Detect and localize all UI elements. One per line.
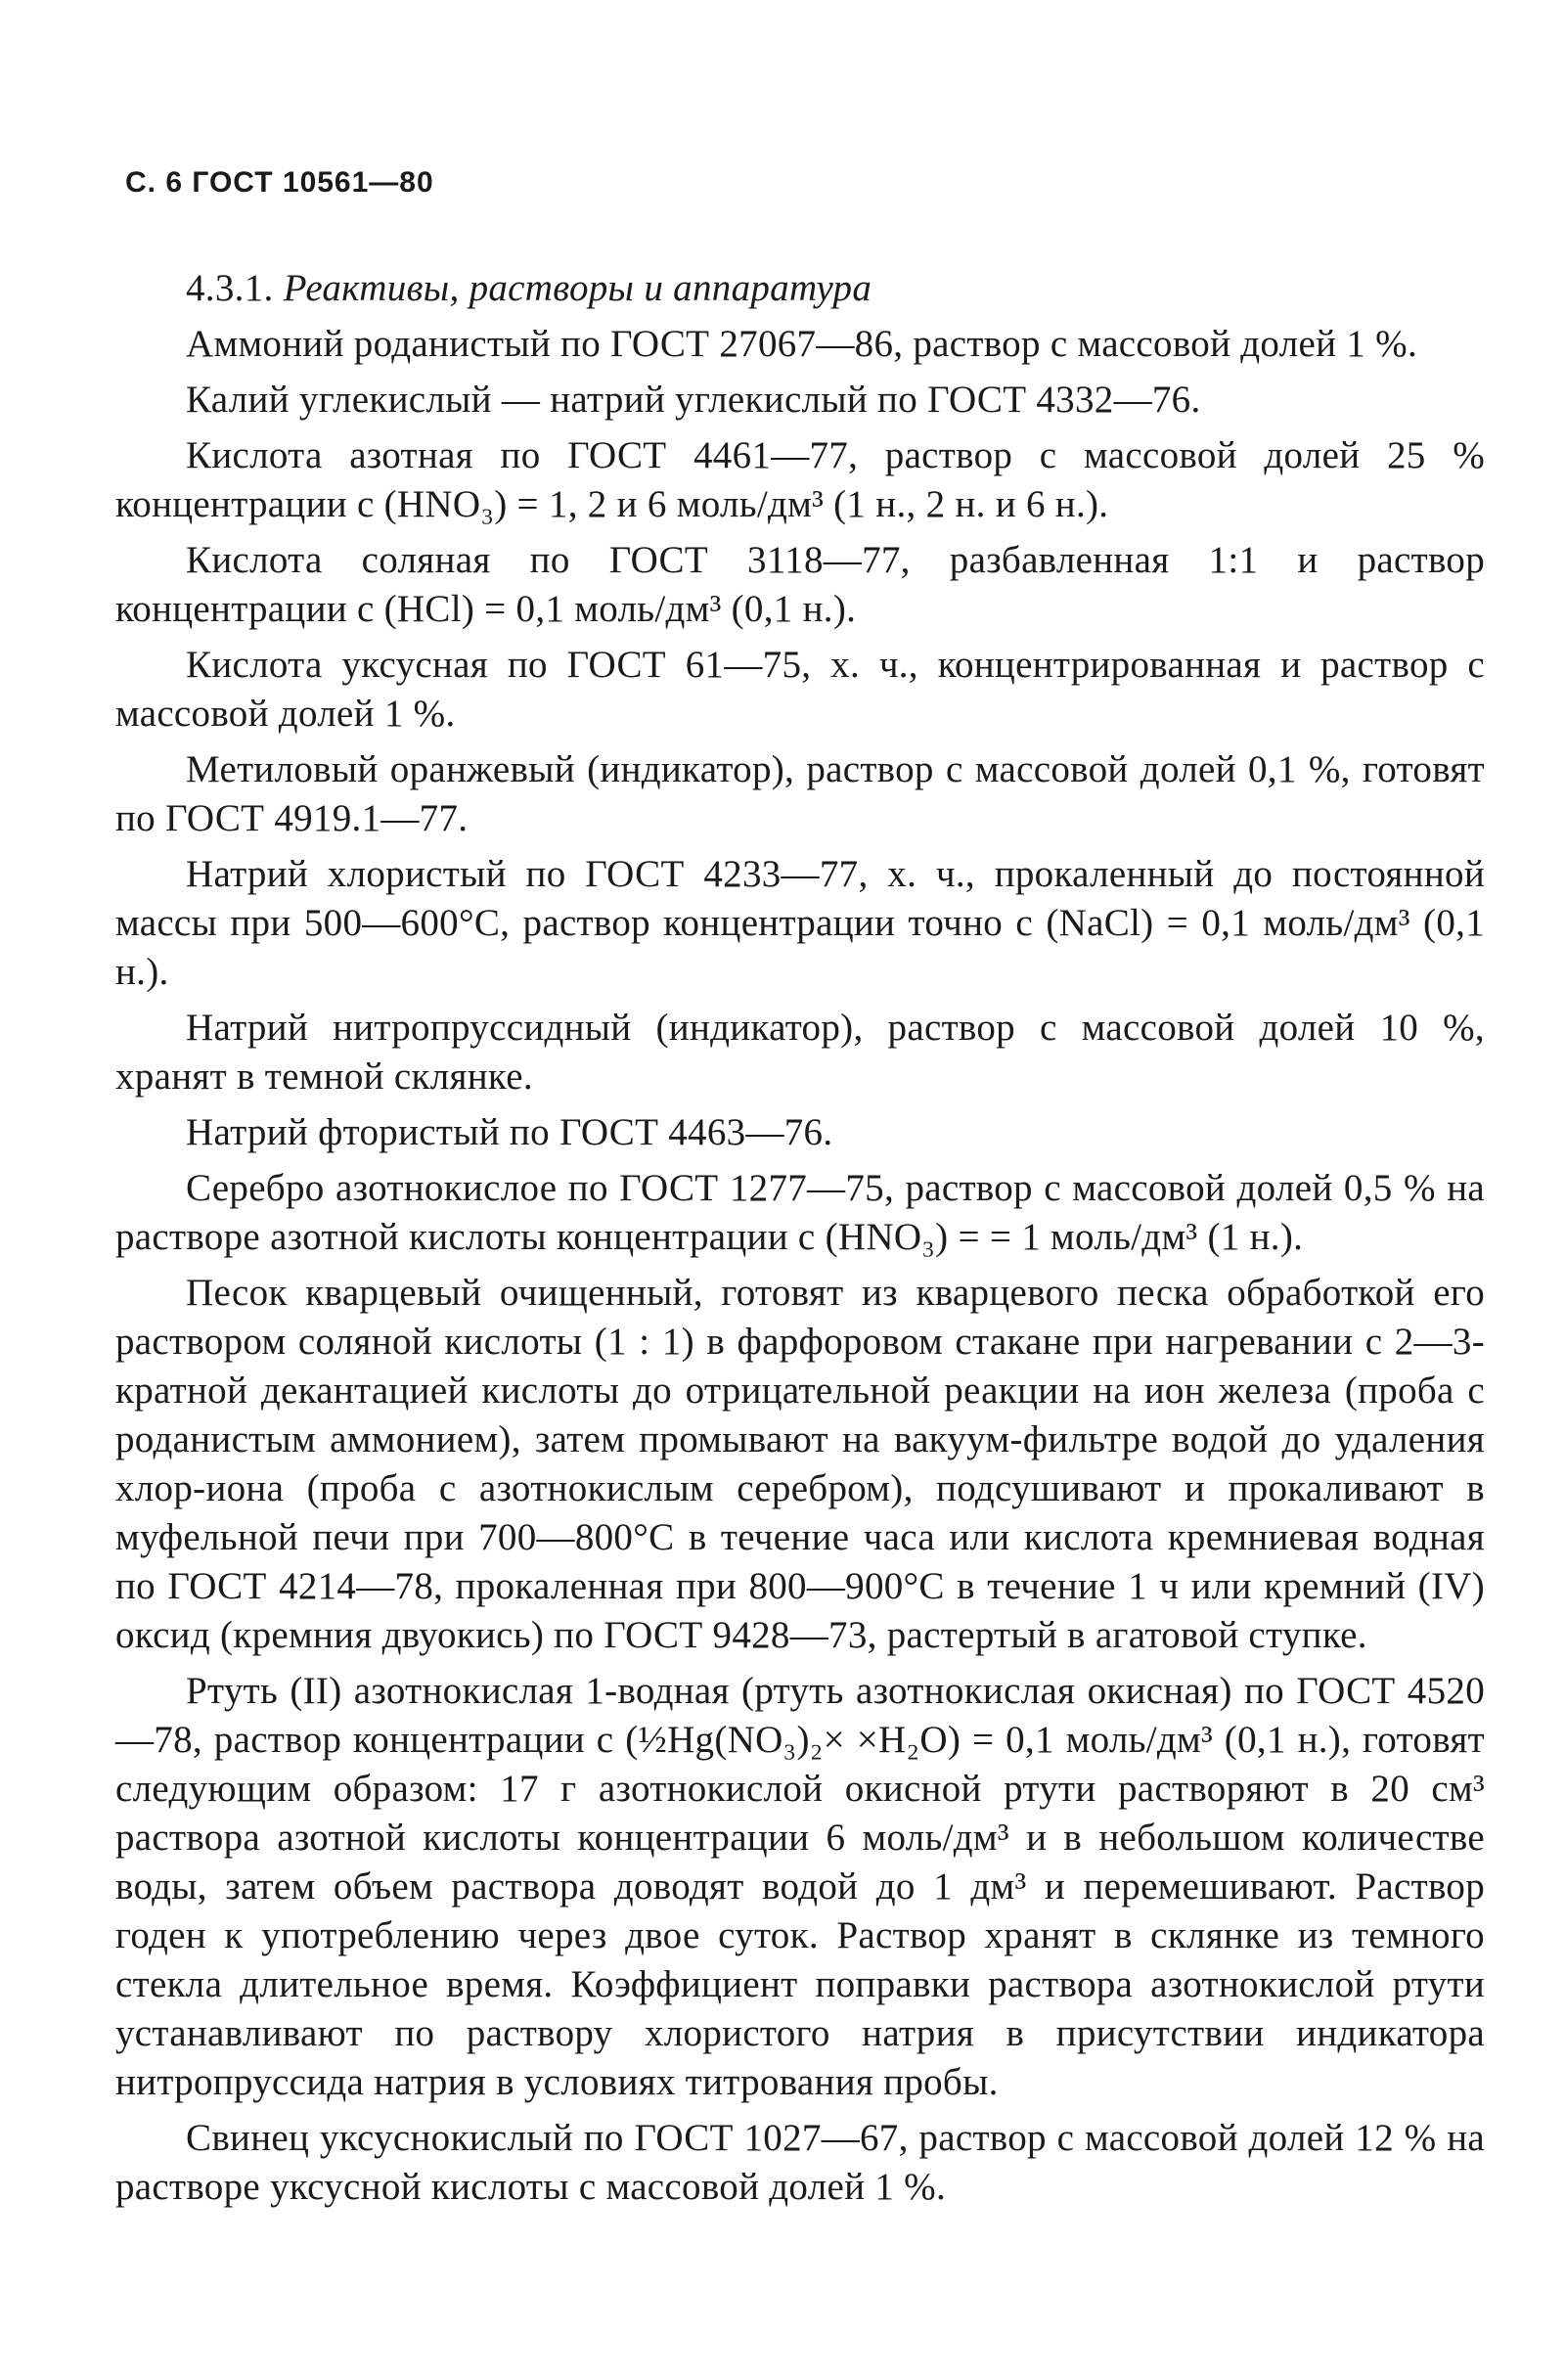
paragraph: Серебро азотнокислое по ГОСТ 1277—75, раствор с массовой долей 0,5 % на растворе азотной кислоты концентрации c (HNO₃) = = 1 моль/дм³ (1 н.). xyxy=(115,1167,1485,1258)
paragraph: Натрий фтористый по ГОСТ 4463—76. xyxy=(186,1111,833,1153)
paragraph: Кислота уксусная по ГОСТ 61—75, х. ч., концентрированная и раствор с массовой долей 1 %. xyxy=(115,644,1485,735)
section-number: 4.3.1. xyxy=(186,267,274,309)
paragraph: Ртуть (II) азотнокислая 1-водная (ртуть азотнокислая окисная) по ГОСТ 4520—78, раствор концентрации c (½Hg(NO₃)₂× ×H₂O) = 0,1 моль/дм³ (0,1 н.), готовят следующим образом: 17 г азотнокислой окисной ртути растворяют в 20 см³ раствора азотной кислоты концентрации 6 моль/дм³ и в небольшом количестве воды, затем объем раствора доводят водой до 1 дм³ и перемешивают. Раствор годен к употреблению через двое суток. Раствор хранят в склянке из темного стекла длительное время. Коэффициент поправки раствора азотнокислой ртути устанавливают по раствору хлористого натрия в присутствии индикатора нитропруссида натрия в условиях титрования пробы. xyxy=(115,1670,1485,2103)
paragraph: Кислота соляная по ГОСТ 3118—77, разбавленная 1:1 и раствор концентрации c (HCl) = 0,1 моль/дм³ (0,1 н.). xyxy=(115,539,1485,630)
section-heading xyxy=(115,264,1485,313)
running-header: С. 6 ГОСТ 10561—80 xyxy=(125,166,434,199)
paragraph: Калий углекислый — натрий углекислый по ГОСТ 4332—76. xyxy=(186,379,1201,421)
paragraph: Метиловый оранжевый (индикатор), раствор с массовой долей 0,1 %, готовят по ГОСТ 4919.1—77. xyxy=(115,748,1485,839)
section-title: Реактивы, растворы и аппаратура xyxy=(283,267,872,309)
paragraph: Свинец уксуснокислый по ГОСТ 1027—67, раствор с массовой долей 12 % на растворе уксусной кислоты с массовой долей 1 %. xyxy=(115,2117,1485,2208)
paragraph: Кислота азотная по ГОСТ 4461—77, раствор с массовой долей 25 % концентрации c (HNO₃) = 1, 2 и 6 моль/дм³ (1 н., 2 н. и 6 н.). xyxy=(115,434,1485,525)
paragraph: Аммоний роданистый по ГОСТ 27067—86, раствор с массовой долей 1 %. xyxy=(186,323,1418,365)
paragraph: Натрий нитропруссидный (индикатор), раствор с массовой долей 10 %, хранят в темной склянке. xyxy=(115,1007,1485,1098)
paragraph: Песок кварцевый очищенный, готовят из кварцевого песка обработкой его раствором соляной кислоты (1 : 1) в фарфоровом стакане при нагревании с 2—3-кратной декантацией кислоты до отрицательной реакции на ион железа (проба с роданистым аммонием), затем промывают на вакуум-фильтре водой до удаления хлор-иона (проба с азотнокислым серебром), подсушивают и прокаливают в муфельной печи при 700—800°С в течение часа или кислота кремниевая водная по ГОСТ 4214—78, прокаленная при 800—900°С в течение 1 ч или кремний (IV) оксид (кремния двуокись) по ГОСТ 9428—73, растертый в агатовой ступке. xyxy=(115,1272,1485,1656)
document-body xyxy=(115,264,1485,2219)
paragraph: Натрий хлористый по ГОСТ 4233—77, х. ч., прокаленный до постоянной массы при 500—600°С, раствор концентрации точно c (NaCl) = 0,1 моль/дм³ (0,1 н.). xyxy=(115,853,1485,993)
